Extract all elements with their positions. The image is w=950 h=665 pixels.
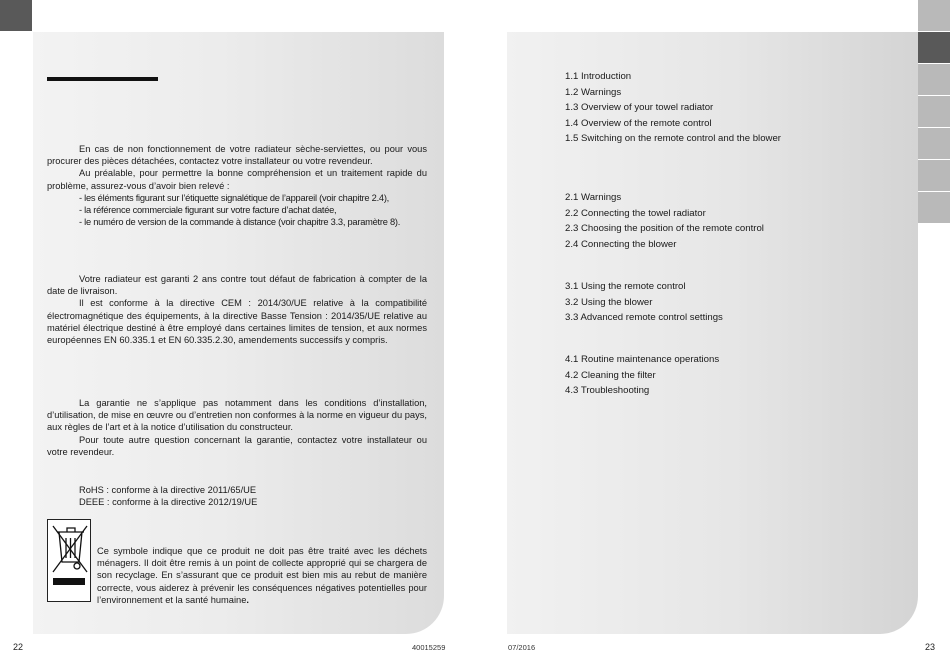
section-title-bar bbox=[47, 77, 158, 81]
crossed-out-wheelie-bin-icon bbox=[48, 520, 90, 601]
chapter-tab bbox=[918, 160, 950, 191]
toc-item: 2.1 Warnings bbox=[565, 192, 622, 203]
list-item: - les éléments figurant sur l’étiquette signalétique de l’appareil (voir chapitre 2.4), bbox=[79, 192, 390, 203]
toc-item: 2.4 Connecting the blower bbox=[565, 238, 677, 250]
page-number-right: 23 bbox=[925, 642, 936, 652]
page-number-left: 22 bbox=[13, 642, 24, 652]
deee-directive: DEEE : conforme à la directive 2012/19/UE bbox=[79, 497, 258, 508]
weee-text: Ce symbole indique que ce produit ne doit pas être traité avec les déchets ménagers. Il doit être remis à un point de collecte approprié qui se chargera de son recyclage. En s’assurant que ce produit est bien mis au rebut de manière correcte, vous aiderez à prévenir les conséquences négatives potentielles pour l’environnement et la santé humaine bbox=[97, 546, 427, 605]
weee-symbol-box bbox=[47, 519, 91, 602]
corner-tab bbox=[0, 0, 32, 31]
toc-item: 4.3 Troubleshooting bbox=[565, 385, 650, 396]
list-item: - le numéro de version de la commande à distance (voir chapitre 3.3, paramètre 8). bbox=[79, 217, 401, 228]
chapter-tab-active bbox=[918, 32, 950, 63]
weee-disposal-notice bbox=[97, 545, 427, 606]
warranty-exclusion-section bbox=[47, 397, 427, 458]
chapter-tabs bbox=[918, 0, 950, 224]
toc-item: 2.3 Choosing the position of the remote control bbox=[565, 223, 764, 234]
chapter-tab bbox=[918, 128, 950, 159]
contact-bullet-list bbox=[47, 192, 427, 229]
contact-paragraph: Au préalable, pour permettre la bonne compréhension et un traitement rapide du problème, assurez-vous d’avoir bien relevé : bbox=[47, 168, 427, 191]
contact-section bbox=[47, 143, 427, 228]
toc-item: 3.1 Using the remote control bbox=[565, 281, 686, 292]
contact-paragraph: En cas de non fonctionnement de votre radiateur sèche-serviettes, ou pour vous procurer des pièces détachées, contactez votre installateur ou votre revendeur. bbox=[47, 144, 427, 167]
document-date: 07/2016 bbox=[508, 643, 536, 652]
toc-item: 4.1 Routine maintenance operations bbox=[565, 354, 720, 365]
toc-item: 3.3 Advanced remote control settings bbox=[565, 312, 723, 323]
chapter-tab bbox=[918, 192, 950, 223]
toc-item: 1.4 Overview of the remote control bbox=[565, 117, 712, 129]
toc-item: 1.5 Switching on the remote control and the blower bbox=[565, 133, 781, 144]
toc-chapter-3 bbox=[565, 279, 723, 326]
weee-text-end: . bbox=[246, 594, 249, 605]
chapter-tab bbox=[918, 96, 950, 127]
toc-chapter-1 bbox=[565, 69, 781, 147]
exclusion-paragraph: Pour toute autre question concernant la garantie, contactez votre installateur ou votre revendeur. bbox=[47, 434, 427, 457]
chapter-tab bbox=[918, 0, 950, 31]
warranty-section bbox=[47, 273, 427, 346]
exclusion-paragraph: La garantie ne s’applique pas notamment dans les conditions d’installation, d’utilisation, de mise en œuvre ou d’entretien non conformes à la norme en vigueur du pays, aux règles de l’art et à la notice d’utilisation du constructeur. bbox=[47, 398, 427, 433]
document-reference: 40015259 bbox=[412, 643, 446, 652]
toc-item: 1.3 Overview of your towel radiator bbox=[565, 102, 714, 113]
directives-list bbox=[47, 484, 427, 508]
toc-chapter-4 bbox=[565, 352, 719, 399]
toc-item: 3.2 Using the blower bbox=[565, 296, 653, 308]
toc-item: 1.2 Warnings bbox=[565, 86, 622, 98]
toc-item: 2.2 Connecting the towel radiator bbox=[565, 207, 706, 219]
toc-item: 1.1 Introduction bbox=[565, 71, 632, 82]
warranty-paragraph: Votre radiateur est garanti 2 ans contre tout défaut de fabrication à compter de la date de livraison. bbox=[47, 274, 427, 297]
rohs-directive: RoHS : conforme à la directive 2011/65/UE bbox=[79, 485, 257, 495]
chapter-tab bbox=[918, 64, 950, 95]
toc-item: 4.2 Cleaning the filter bbox=[565, 369, 656, 381]
warranty-paragraph: Il est conforme à la directive CEM : 2014/30/UE relative à la compatibilité électromagnétique des équipements, à la directive Basse Tension : 2014/35/UE relative au matériel électrique destiné à être employé dans certaines limites de tension, et aux normes européennes EN 60.335.1 et EN 60.335.2.30, amendements successifs y compris. bbox=[47, 298, 427, 346]
toc-chapter-2 bbox=[565, 190, 764, 252]
list-item: - la référence commerciale figurant sur votre facture d’achat datée, bbox=[79, 205, 337, 216]
